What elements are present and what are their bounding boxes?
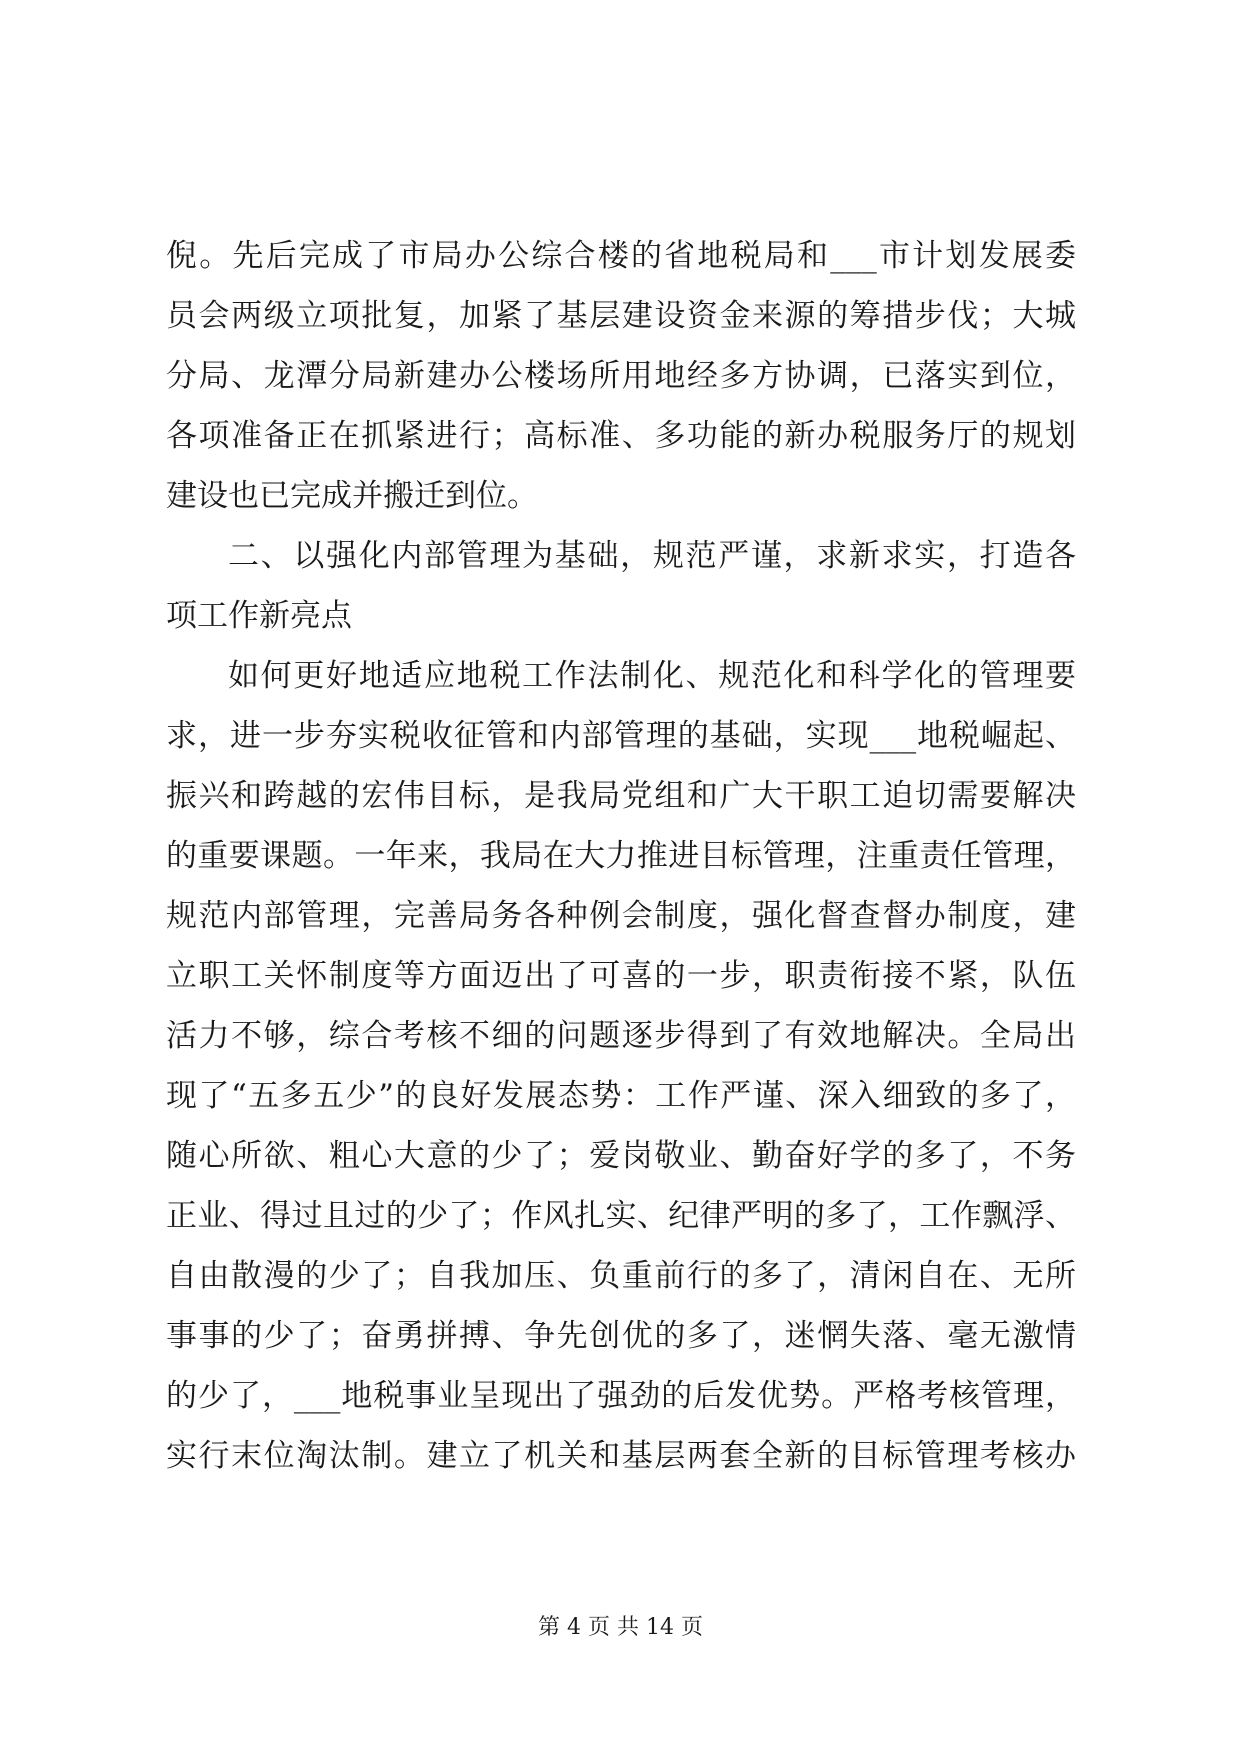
- page-number-footer: 第 4 页 共 14 页: [538, 1615, 703, 1640]
- text-line: 现了“五多五少”的良好发展态势：工作严谨、深入细致的多了，: [166, 1078, 1076, 1114]
- text-line: 振兴和跨越的宏伟目标，是我局党组和广大干职工迫切需要解决: [166, 778, 1076, 814]
- text-line: 规范内部管理，完善局务各种例会制度，强化督查督办制度，建: [166, 898, 1076, 934]
- text-line: 自由散漫的少了；自我加压、负重前行的多了，清闲自在、无所: [166, 1258, 1076, 1294]
- document-body: [166, 226, 1076, 1486]
- text-line: 活力不够，综合考核不细的问题逐步得到了有效地解决。全局出: [166, 1018, 1076, 1054]
- text-line: 事事的少了；奋勇拼搏、争先创优的多了，迷惘失落、毫无激情: [166, 1318, 1076, 1354]
- text-line: 正业、得过且过的少了；作风扎实、纪律严明的多了，工作飘浮、: [166, 1198, 1076, 1234]
- text-line: 的重要课题。一年来，我局在大力推进目标管理，注重责任管理，: [166, 838, 1076, 874]
- text-line: 实行末位淘汰制。建立了机关和基层两套全新的目标管理考核办: [166, 1438, 1076, 1474]
- section-heading-line: 二、以强化内部管理为基础，规范严谨，求新求实，打造各: [228, 538, 1076, 574]
- text-line: 员会两级立项批复，加紧了基层建设资金来源的筹措步伐；大城: [166, 298, 1076, 334]
- text-line: 各项准备正在抓紧进行；高标准、多功能的新办税服务厅的规划: [166, 418, 1076, 454]
- text-line: 的少了，___地税事业呈现出了强劲的后发优势。严格考核管理，: [166, 1378, 1076, 1414]
- text-line: 立职工关怀制度等方面迈出了可喜的一步，职责衔接不紧，队伍: [166, 958, 1076, 994]
- text-line: 求，进一步夯实税收征管和内部管理的基础，实现___地税崛起、: [166, 718, 1076, 754]
- text-line: 如何更好地适应地税工作法制化、规范化和科学化的管理要: [228, 658, 1076, 694]
- text-line: 建设也已完成并搬迁到位。: [166, 478, 538, 514]
- section-heading-line: 项工作新亮点: [166, 598, 352, 634]
- text-line: 分局、龙潭分局新建办公楼场所用地经多方协调，已落实到位，: [166, 358, 1076, 394]
- text-line: 倪。先后完成了市局办公综合楼的省地税局和___市计划发展委: [166, 238, 1076, 274]
- text-line: 随心所欲、粗心大意的少了；爱岗敬业、勤奋好学的多了，不务: [166, 1138, 1076, 1174]
